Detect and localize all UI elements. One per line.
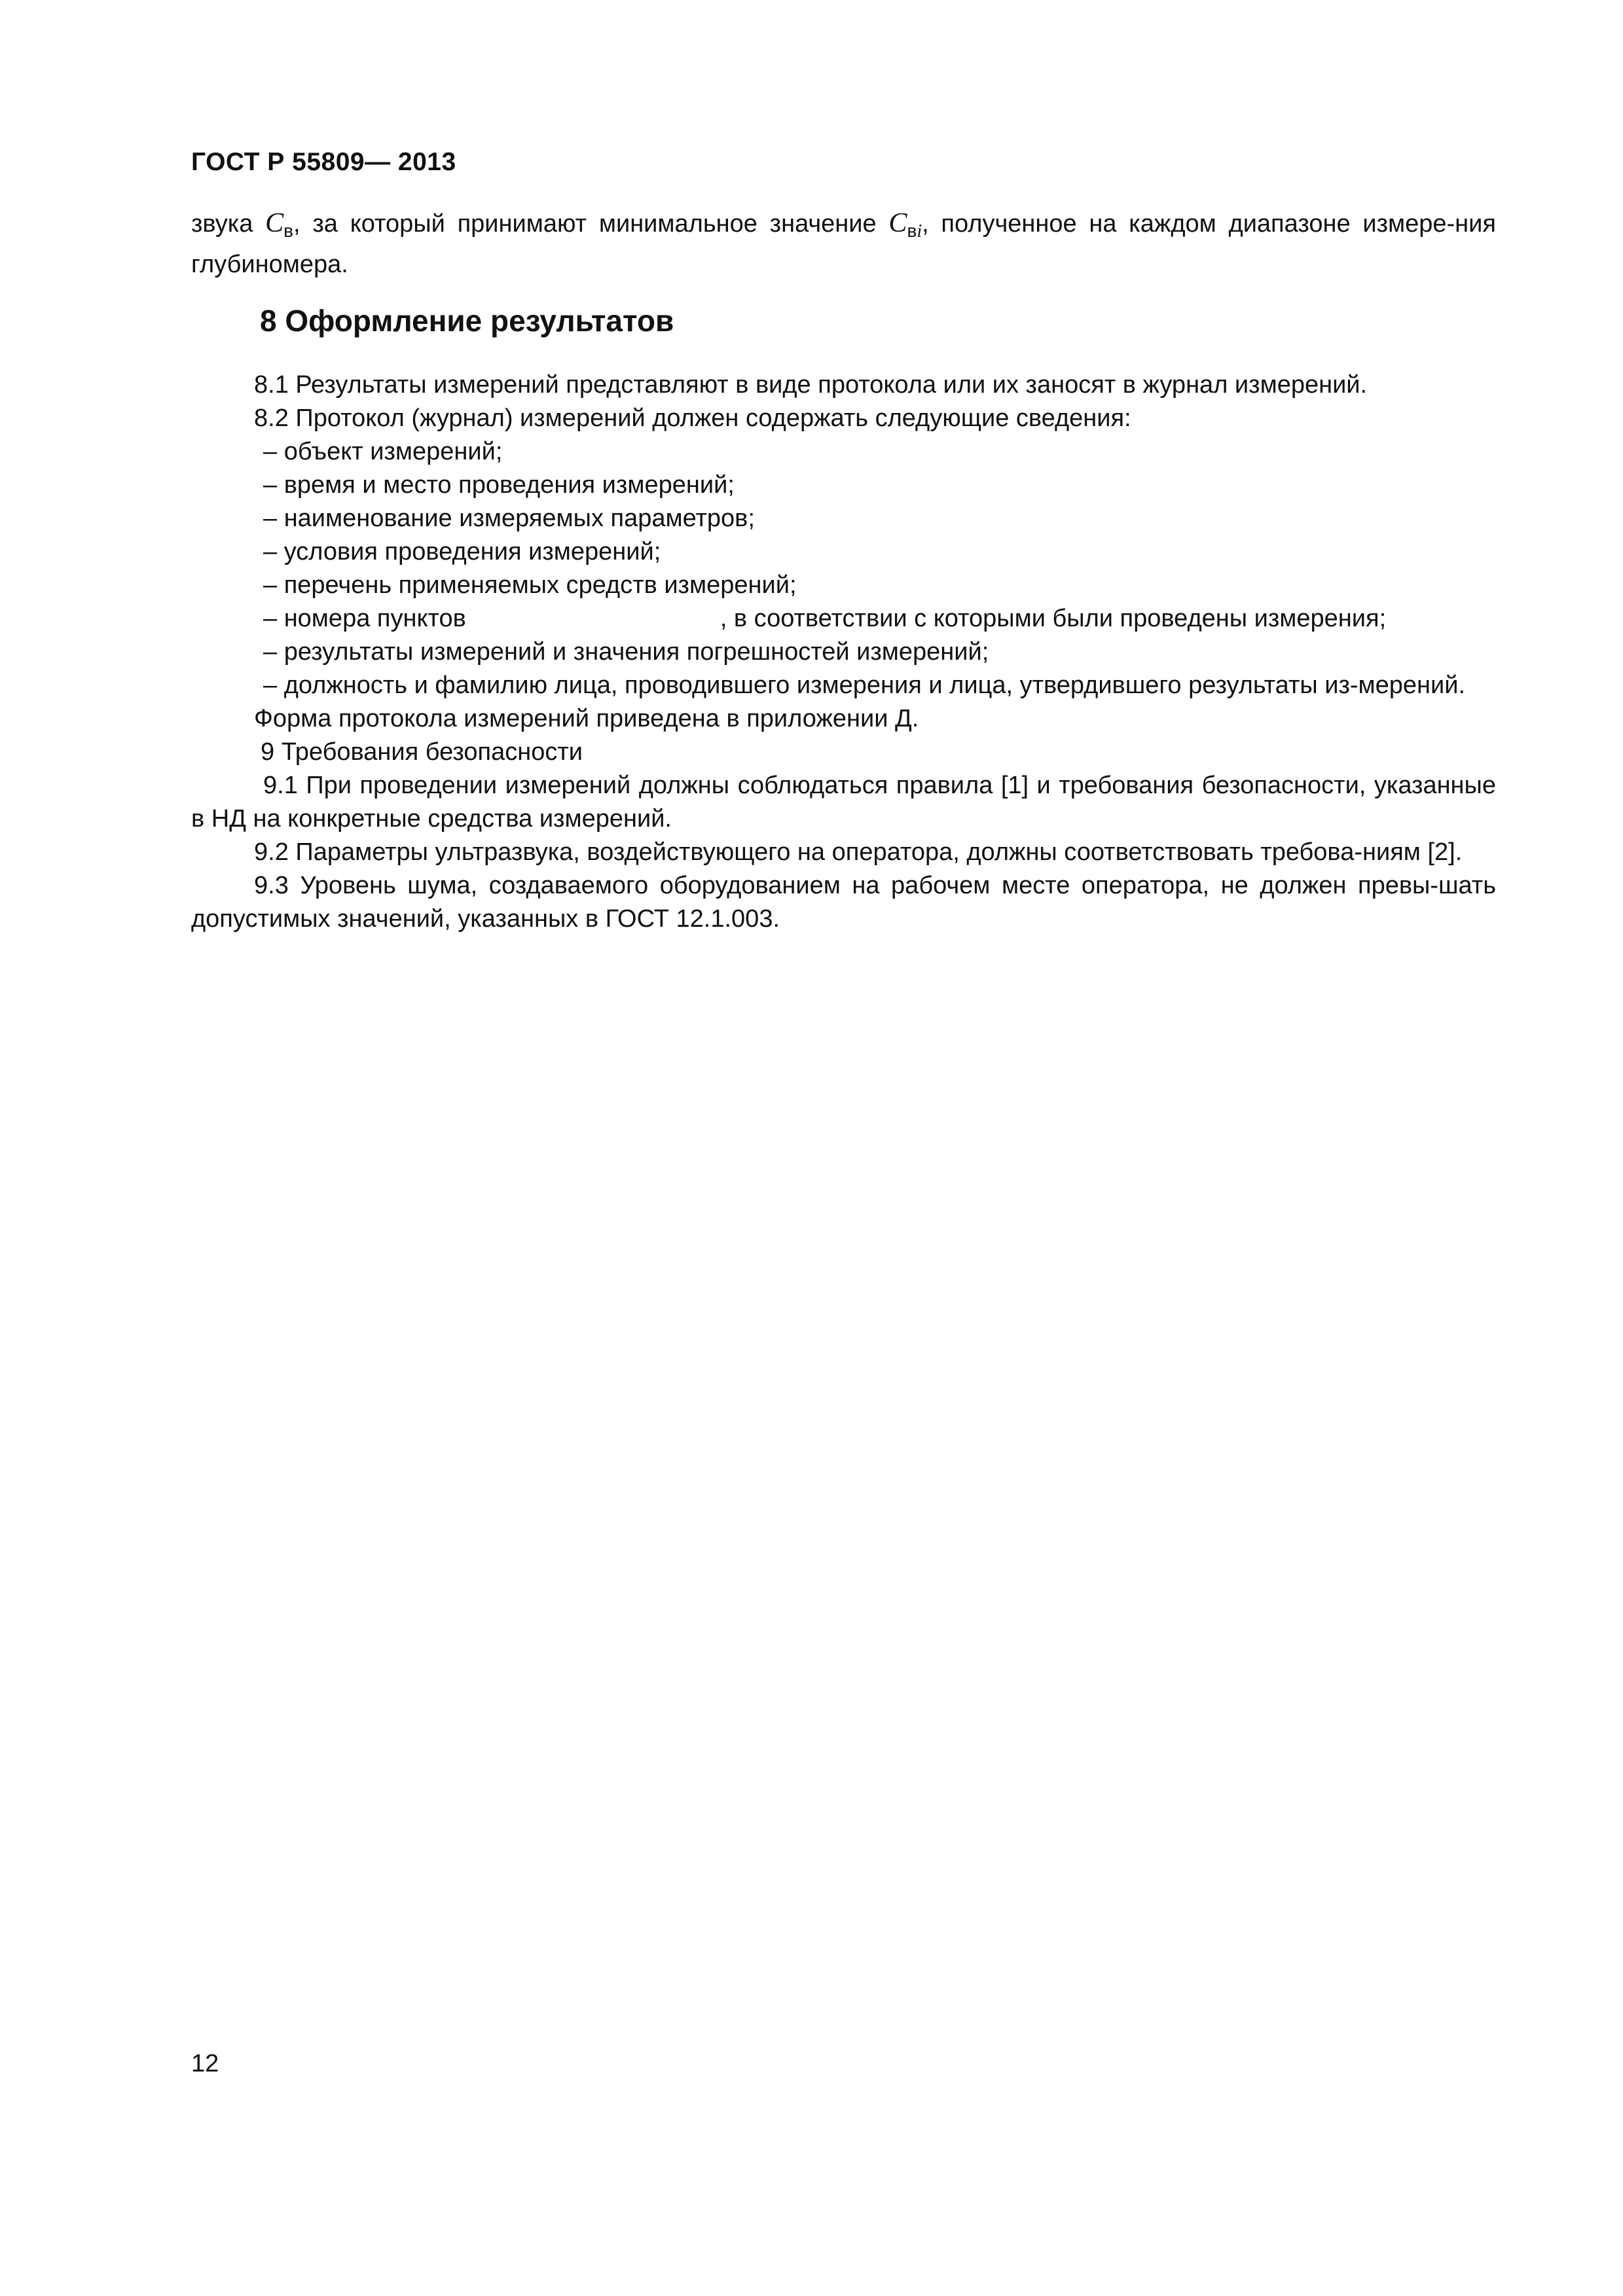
section-9-title: 9 Требования безопасности — [261, 738, 583, 766]
paragraph-8-2: 8.2 Протокол (журнал) измерений должен содержать следующие сведения: — [254, 404, 1131, 432]
page-number: 12 — [191, 2050, 219, 2077]
paragraph-9-1: 9.1 При проведении измерений должны соблюдаться правила [1] и требования безопасности, указанные в НД на конкретные средства измерений. — [191, 772, 1496, 833]
section-8-body — [191, 368, 1496, 936]
document-header: ГОСТ Р 55809— 2013 — [191, 148, 456, 176]
symbol-c-v: $C_в$ — [265, 208, 294, 241]
list-item: – перечень применяемых средств измерений; — [263, 571, 797, 599]
paragraph-9-2: 9.2 Параметры ультразвука, воздействующего на оператора, должны соответствовать требова-ниям [2]. — [254, 838, 1463, 866]
continuation-text: звука $C_в$, за который принимают минимальное значение $C_{вi}$, полученное на каждом диапазоне измере-ния глубиномера. — [191, 208, 1496, 278]
paragraph-9-3: 9.3 Уровень шума, создаваемого оборудованием на рабочем месте оператора, не должен превы-шать допустимых значений, указанных в ГОСТ 12.1.003. — [191, 872, 1496, 933]
list-item-results: – результаты измерений и значения погрешностей измерений; — [263, 638, 989, 666]
section-8-title: 8 Оформление результатов — [260, 304, 674, 338]
list-item-points: – номера пунктов , в соответствии с которыми были проведены измерения; — [263, 605, 1387, 632]
list-item: – объект измерений; — [263, 438, 503, 465]
list-item: – время и место проведения измерений; — [263, 471, 735, 499]
form-note: Форма протокола измерений приведена в приложении Д. — [254, 705, 919, 732]
symbol-c-vi: $C_{вi}$ — [888, 208, 922, 242]
paragraph-8-1: 8.1 Результаты измерений представляют в виде протокола или их заносят в журнал измерений. — [254, 371, 1368, 399]
continuation-paragraph — [191, 207, 1496, 281]
list-item: – условия проведения измерений; — [263, 538, 661, 565]
list-item: – наименование измеряемых параметров; — [263, 505, 755, 532]
list-item-position: – должность и фамилию лица, проводившего измерения и лица, утвердившего результаты из-мерений. — [263, 672, 1466, 699]
